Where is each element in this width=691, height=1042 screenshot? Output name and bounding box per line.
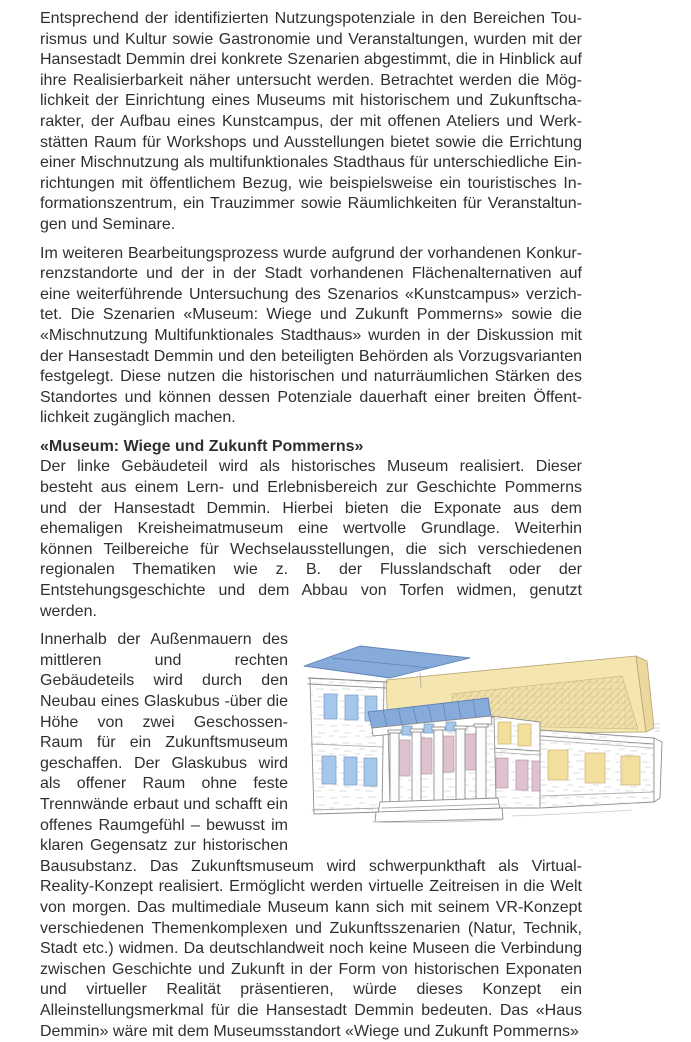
right-wing — [540, 730, 662, 808]
section-heading: «Museum: Wiege und Zukunft Pommerns» — [40, 437, 364, 455]
building-sketch-image — [302, 632, 664, 826]
paragraph-glass-cube-text: Innerhalb der Außenmauern des mittleren und rechten Gebäudeteils wird durch den Neubau eines Glaskubus -über die Höhe von zwei Geschossen- Raum für ein Zukunftsmuseum geschaffen. Der Glaskubus wird als offener Raum ohne feste Trennwände erbaut und schafft ein offenes Raumgefühl – bewusst im klaren Gegensatz zur historischen Bausubstanz. Das Zukunftsmuseum wird schwerpunkthaft als Virtual-Reality-Konzept realisiert. Ermöglicht werden virtuelle Zeitreisen in die Welt von morgen. Das multimediale Museum kann sich mit seinem VR-Konzept verschiedenen Themenkomplexen und Zukunftsszenarien (Natur, Technik, Stadt etc.) widmen. Da deutschlandweit noch keine Museen die Verbindung zwischen Geschichte und Zukunft in der Form von historischen Exponaten und virtueller Realität präsentieren, würde dieses Konzept ein Alleinstellungsmerkmal für die Hansestadt Demmin bedeuten. Das «Haus Demmin» wäre mit dem Museumsstandort «Wiege und Zukunft Pommerns» — [40, 631, 582, 1040]
paragraph-process: Im weiteren Bearbeitungsprozess wurde aufgrund der vorhandenen Konkurrenzstandorte und der in der Stadt vorhandenen Flächenalternativen auf eine weiterführende Untersuchung des Szenarios «Kunstcampus» verzichtet. Die Szenarien «Museum: Wiege und Zukunft Pommerns» sowie die «Mischnutzung Multifunktionales Stadthaus» wurden in der Diskussion mit der Hansestadt Demmin und den beteiligten Behörden als Vorzugsvarianten festgelegt. Diese nutzen die historischen und naturräumlichen Stärken des Standortes und können dessen Potenziale dauerhaft einer breiten Öffentlichkeit zugänglich machen. — [40, 244, 582, 427]
paragraph-intro: Entsprechend der identifizierten Nutzungspotenziale in den Bereichen Tourismus und Kultur sowie Gastronomie und Veranstaltungen, wurden mit der Hansestadt Demmin drei konkrete Szenarien abgestimmt, die in Hinblick auf ihre Realisierbarkeit näher untersucht werden. Betrachtet werden die Möglichkeit der Einrichtung eines Museums mit historischem und Zukunftscharakter, der Aufbau eines Kunstcampus, der mit offenen Ateliers und Werkstätten Raum für Workshops und Ausstellungen bietet sowie die Errichtung einer Mischnutzung als multifunktionales Stadthaus für unterschiedliche Einrichtungen mit öffentlichem Bezug, wie beispielsweise ein touristisches Informationszentrum, ein Trauzimmer sowie Räumlichkeiten für Veranstaltungen und Seminare. — [40, 10, 582, 233]
middle-section — [491, 716, 540, 808]
portico — [368, 698, 503, 822]
building-sketch-figure — [302, 632, 664, 826]
paragraph-museum: Der linke Gebäudeteil wird als historisches Museum realisiert. Dieser besteht aus einem Lern- und Erlebnisbereich zur Geschichte Pommerns und der Hansestadt Demmin. Hierbei bieten die Exponate aus dem ehemaligen Kreisheimatmuseum eine wertvolle Grundlage. Weiterhin können Teilbereiche für Wechselausstellungen, die sich verschiedenen regionalen Thematiken wie z. B. der Flusslandschaft oder der Entstehungsgeschichte und dem Abbau von Torfen widmen, genutzt werden. — [40, 458, 582, 620]
